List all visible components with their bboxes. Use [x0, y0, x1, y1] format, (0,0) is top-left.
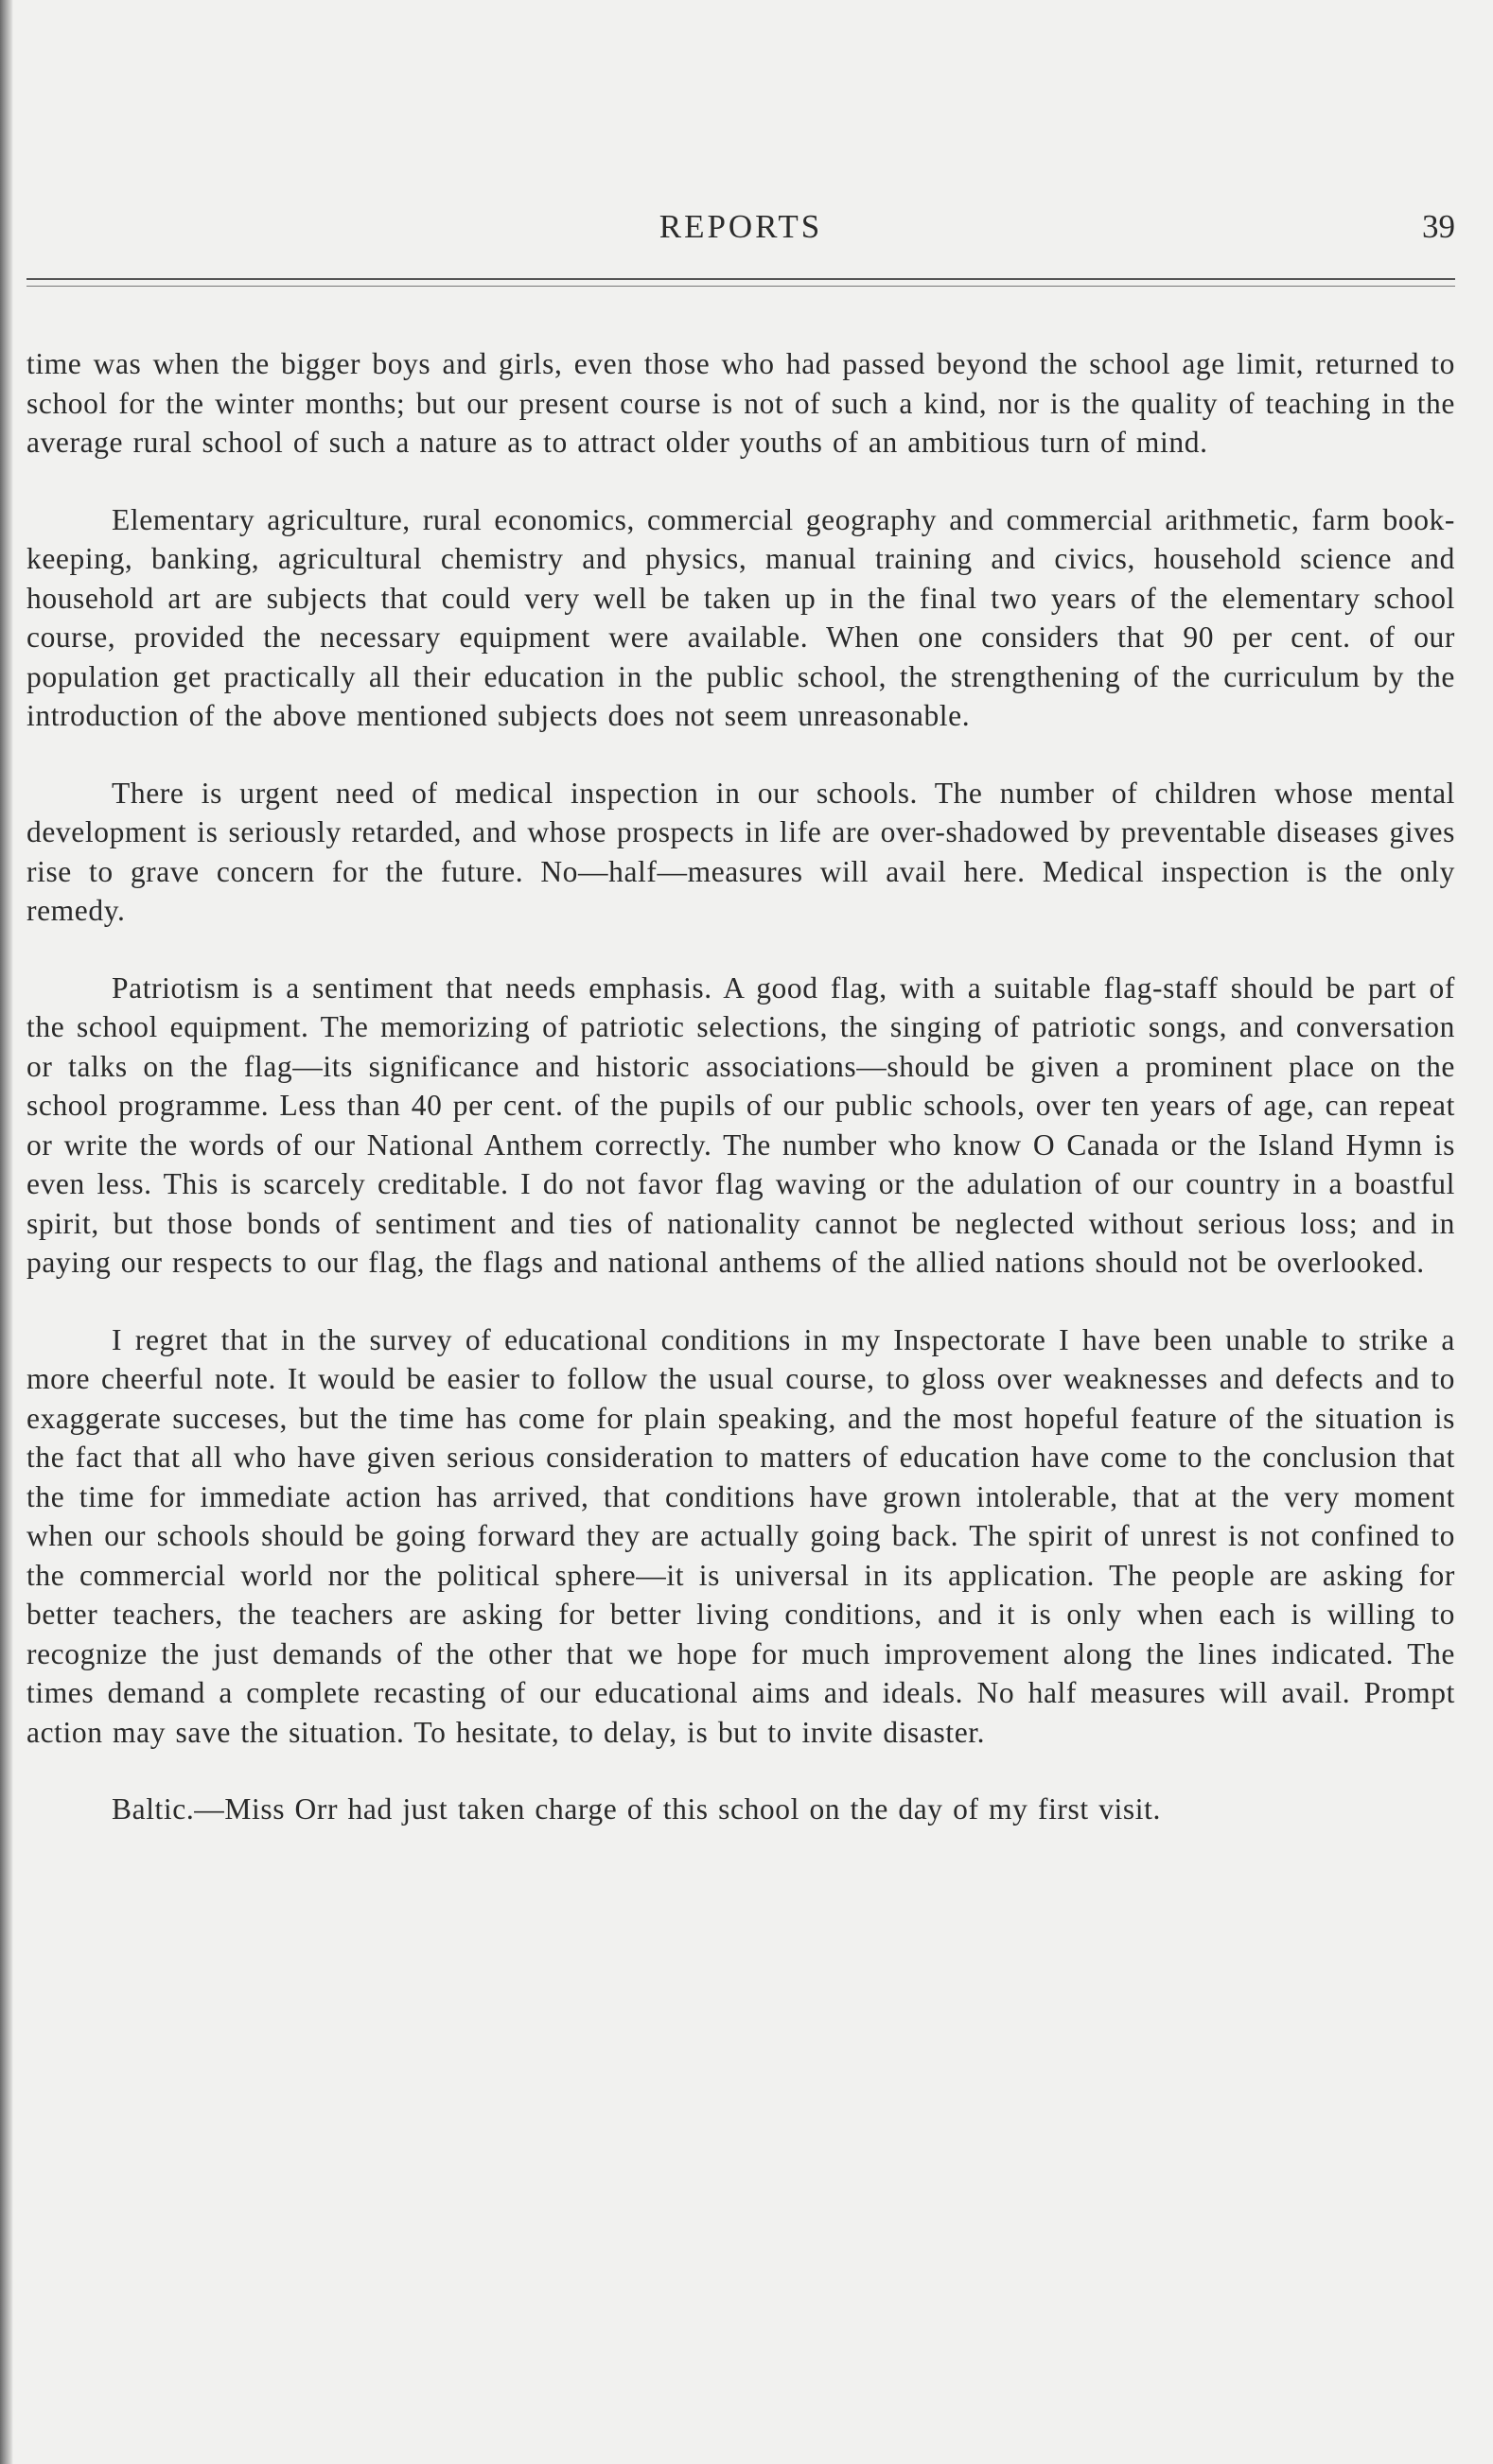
running-title: REPORTS [659, 208, 823, 245]
running-header [26, 199, 1455, 255]
paragraph-continuation: time was when the bigger boys and girls, even those who had passed beyond the school age limit, returned to school for the winter months; but our present course is not of such a kind, nor is the quality of teaching in the average rural school of such a nature as to attract older youths of an ambitious turn of mind. [26, 347, 1455, 459]
paragraph-survey-conclusion: I regret that in the survey of educational conditions in my Inspectorate I have been unable to strike a more cheerful note. It would be easier to follow the usual course, to gloss over weaknesses and defects and to exaggerate succeses, but the time has come for plain speaking, and the most hopeful feature of the situation is the fact that all who have given serious consideration to matters of education have come to the conclusion that the time for immediate action has arrived, that conditions have grown intolerable, that at the very moment when our schools should be going forward they are actually going back. The spirit of unrest is not confined to the commercial world nor the political sphere—it is universal in its application. The people are asking for better teachers, the teachers are asking for better living conditions, and it is only when each is willing to recognize the just demands of the other that we hope for much improvement along the lines indicated. The times demand a complete recasting of our educational aims and ideals. No half measures will avail. Prompt action may save the situation. To hesitate, to delay, is but to invite disaster. [26, 1322, 1455, 1749]
paragraph-elementary-agriculture: Elementary agriculture, rural economics, commercial geography and commercial arithmetic, farm book-keeping, banking, agricultural chemistry and physics, manual training and civics, household science and household art are subjects that could very well be taken up in the final two years of the elementary school course, provided the necessary equipment were available. When one considers that 90 per cent. of our population get practically all their education in the public school, the strengthening of the curriculum by the introduction of the above mentioned subjects does not seem unreasonable. [26, 502, 1455, 732]
paragraph-patriotism: Patriotism is a sentiment that needs emphasis. A good flag, with a suitable flag-staff should be part of the school equipment. The memorizing of patriotic selections, the singing of patriotic songs, and conversation or talks on the flag—its significance and historic associations—should be given a prominent place on the school programme. Less than 40 per cent. of the pupils of our public schools, over ten years of age, can repeat or write the words of our National Anthem correctly. The number who know O Canada or the Island Hymn is even less. This is scarcely creditable. I do not favor flag waving or the adulation of our country in a boastful spirit, but those bonds of sentiment and ties of nationality cannot be neglected without serious loss; and in paying our respects to our flag, the flags and national anthems of the allied nations should not be overlooked. [26, 970, 1455, 1279]
header-rule-thin [26, 286, 1455, 287]
body-text [26, 344, 1455, 1867]
page-number: 39 [1422, 208, 1455, 245]
paragraph-medical-inspection: There is urgent need of medical inspection in our schools. The number of children whose mental development is seriously retarded, and whose prospects in life are over-shadowed by preventable diseases gives rise to grave concern for the future. No—half—measures will avail here. Medical inspection is the only remedy. [26, 776, 1455, 927]
header-rule [26, 278, 1455, 280]
page-binding-edge [0, 0, 13, 2464]
paragraph-baltic: Baltic.—Miss Orr had just taken charge of this school on the day of my first visit. [112, 1792, 1161, 1826]
